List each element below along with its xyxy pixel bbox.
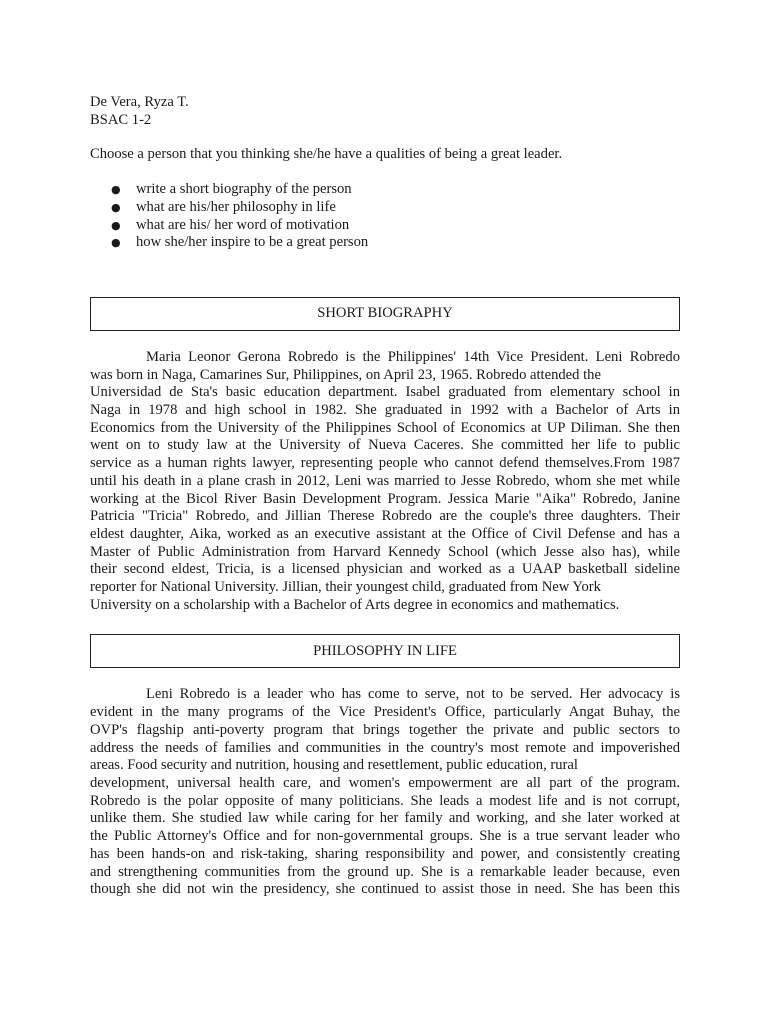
document-page	[90, 94, 680, 899]
task-text: what are his/ her word of motivation	[136, 216, 350, 233]
philosophy-paragraph	[90, 686, 680, 898]
student-section: BSAC 1-2	[90, 111, 152, 128]
bullet-icon: ●	[111, 236, 121, 250]
paragraph-line: evident in the many programs of the Vice President's Office, particularly Angat Buhay, the	[90, 704, 680, 721]
section-heading-biography	[90, 297, 680, 331]
paragraph-line: OVP's flagship anti-poverty program that brings together the private and public sectors to	[90, 721, 680, 738]
paragraph-line: went on to study law at the University of Nueva Caceres. She committed her life to public	[90, 437, 680, 454]
task-list	[90, 181, 680, 252]
section-heading-philosophy	[90, 634, 680, 668]
task-text: write a short biography of the person	[136, 181, 352, 198]
section-title: PHILOSOPHY IN LIFE	[313, 642, 457, 659]
paragraph-line: working at the Bicol River Basin Development Program. Jessica Marie "Aika" Robredo, Janine	[90, 490, 680, 507]
paragraph-line: Economics from the University of the Philippines School of Economics at UP Diliman. She then	[90, 419, 680, 436]
task-item	[90, 181, 680, 199]
paragraph-line: Master of Public Administration from Harvard Kennedy School (which Jesse also has), while	[90, 543, 680, 560]
paragraph-line: has been hands-on and risk-taking, sharing responsibility and power, and consistently creating	[90, 845, 680, 862]
section-title: SHORT BIOGRAPHY	[317, 305, 453, 322]
task-item	[90, 234, 680, 252]
paragraph-line: Naga in 1978 and high school in 1982. She graduated in 1992 with a Bachelor of Arts in	[90, 402, 680, 419]
student-name: De Vera, Ryza T.	[90, 94, 189, 110]
paragraph-line: and strengthening communities from the ground up. She is a remarkable leader because, even	[90, 863, 680, 880]
paragraph-line: their second eldest, Tricia, is a licensed physician and worked as a UAAP basketball sideline	[90, 561, 680, 578]
paragraph-line: Universidad de Sta's basic education department. Isabel graduated from elementary school in	[90, 384, 680, 401]
assignment-prompt: Choose a person that you thinking she/he have a qualities of being a great leader.	[90, 146, 563, 163]
biography-paragraph	[90, 349, 680, 615]
bullet-icon: ●	[111, 200, 121, 214]
paragraph-line: Patricia "Tricia" Robredo, and Jillian Therese Robredo are the couple's three daughters. Their	[90, 508, 680, 525]
bullet-icon: ●	[111, 218, 121, 232]
paragraph-line: unlike them. She studied law while caring for her family and working, and she later worked at	[90, 810, 680, 827]
paragraph-line: until his death in a plane crash in 2012, Leni was married to Jesse Robredo, whom she met while	[90, 472, 680, 489]
paragraph-line: though she did not win the presidency, she continued to assist those in need. She has been this	[90, 881, 680, 898]
task-item	[90, 199, 680, 217]
task-text: what are his/her philosophy in life	[136, 198, 336, 215]
paragraph-line: reporter for National University. Jillian, their youngest child, graduated from New York	[90, 579, 601, 596]
paragraph-line: eldest daughter, Aika, worked as an executive assistant at the Office of Civil Defense and has a	[90, 525, 680, 542]
paragraph-line: was born in Naga, Camarines Sur, Philippines, on April 23, 1965. Robredo attended the	[90, 366, 601, 383]
paragraph-line: Maria Leonor Gerona Robredo is the Philippines' 14th Vice President. Leni Robredo	[146, 348, 680, 365]
paragraph-line: service as a human rights lawyer, representing people who cannot defend themselves.From 1987	[90, 455, 680, 472]
paragraph-line: the Public Attorney's Office and for non-governmental groups. She is a true servant leader who	[90, 828, 680, 845]
paragraph-line: Leni Robredo is a leader who has come to serve, not to be served. Her advocacy is	[146, 686, 680, 703]
task-text: how she/her inspire to be a great person	[136, 234, 369, 251]
bullet-icon: ●	[111, 183, 121, 197]
paragraph-line: Robredo is the polar opposite of many politicians. She leads a modest life and is not corrupt,	[90, 792, 680, 809]
paragraph-line: address the needs of families and communities in the country's most remote and impoverished	[90, 739, 680, 756]
paragraph-line: development, universal health care, and women's empowerment are all part of the program.	[90, 774, 680, 791]
paragraph-line: areas. Food security and nutrition, housing and resettlement, public education, rural	[90, 757, 578, 774]
task-item	[90, 217, 680, 235]
paragraph-line: University on a scholarship with a Bachelor of Arts degree in economics and mathematics.	[90, 596, 620, 613]
